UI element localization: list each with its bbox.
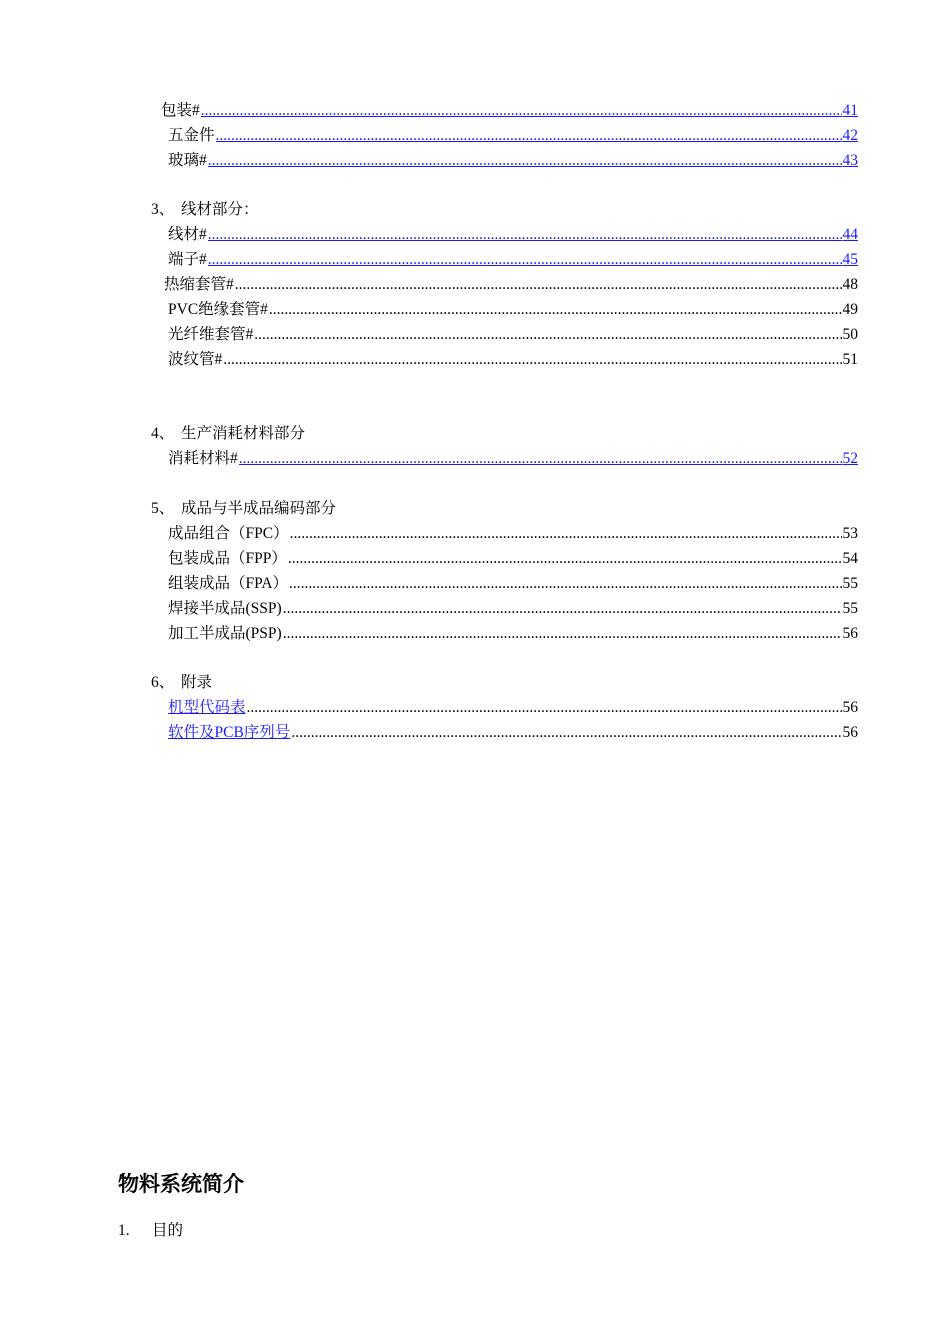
toc-page-number[interactable]: 45 xyxy=(842,251,858,268)
section-title: 线材部分： xyxy=(181,201,259,218)
toc-entry-psp[interactable] xyxy=(168,623,858,645)
heading-text: 目的 xyxy=(152,1222,184,1239)
section-heading-5 xyxy=(151,498,336,520)
toc-page-number: 55 xyxy=(842,575,858,592)
section-number: 6、 xyxy=(151,674,175,691)
toc-entry-ssp[interactable] xyxy=(168,598,858,620)
toc-leader-dots xyxy=(247,697,842,719)
toc-entry-heat-shrink[interactable] xyxy=(164,274,858,296)
heading-number: 1. xyxy=(118,1222,130,1239)
toc-leader-dots xyxy=(208,249,842,271)
toc-entry-link[interactable]: 软件及PCB序列号 xyxy=(168,724,291,741)
toc-entry-fpp[interactable] xyxy=(168,548,858,570)
toc-leader-dots xyxy=(208,224,842,246)
toc-page-number: 55 xyxy=(842,600,858,617)
toc-entry-label: 焊接半成品(SSP) xyxy=(168,600,282,617)
toc-leader-dots xyxy=(239,448,842,470)
section-heading-6 xyxy=(151,672,212,694)
toc-page-number[interactable]: 52 xyxy=(842,450,858,467)
toc-entry-wire[interactable] xyxy=(168,224,858,246)
toc-entry-fpc[interactable] xyxy=(168,523,858,545)
toc-leader-dots xyxy=(288,548,842,570)
toc-page-number[interactable]: 43 xyxy=(842,152,858,169)
toc-page-number: 51 xyxy=(842,351,858,368)
numbered-heading-1 xyxy=(118,1220,183,1242)
toc-page-number[interactable]: 41 xyxy=(842,102,858,119)
toc-leader-dots xyxy=(269,299,842,321)
section-heading-3 xyxy=(151,199,259,221)
toc-entry-fiber-sleeve[interactable] xyxy=(168,324,858,346)
toc-page-number: 50 xyxy=(842,326,858,343)
document-title: 物料系统简介 xyxy=(118,1172,244,1196)
toc-entry-label: 光纤维套管# xyxy=(168,326,254,343)
toc-entry-label: 加工半成品(PSP) xyxy=(168,625,282,642)
toc-leader-dots xyxy=(235,274,842,296)
toc-page-number[interactable]: 42 xyxy=(842,127,858,144)
toc-entry-label: 波纹管# xyxy=(168,351,223,368)
toc-page-number: 56 xyxy=(842,625,858,642)
toc-entry-label: 成品组合（FPC） xyxy=(168,525,289,542)
toc-page-number: 48 xyxy=(842,276,858,293)
section-number: 5、 xyxy=(151,500,175,517)
toc-page-number: 56 xyxy=(842,699,858,716)
toc-leader-dots xyxy=(254,324,841,346)
toc-entry-terminal[interactable] xyxy=(168,249,858,271)
toc-entry-label: 组装成品（FPA） xyxy=(168,575,289,592)
toc-entry-hardware[interactable] xyxy=(168,125,858,147)
toc-page-number: 49 xyxy=(842,301,858,318)
toc-leader-dots xyxy=(283,623,842,645)
toc-leader-dots xyxy=(290,523,842,545)
toc-leader-dots xyxy=(289,573,841,595)
toc-entry-label: 五金件 xyxy=(168,127,215,144)
toc-entry-label: 包装成品（FPP） xyxy=(168,550,287,567)
section-title: 附录 xyxy=(181,674,213,691)
toc-entry-model-codes[interactable] xyxy=(168,697,858,719)
toc-entry-consumables[interactable] xyxy=(168,448,858,470)
toc-page-number: 56 xyxy=(842,724,858,741)
toc-entry-label: PVC绝缘套管# xyxy=(168,301,268,318)
toc-leader-dots xyxy=(223,349,841,371)
toc-entry-label: 热缩套管# xyxy=(164,276,234,293)
section-number: 4、 xyxy=(151,425,175,442)
toc-entry-label: 消耗材料# xyxy=(168,450,238,467)
toc-entry-corrugated-tube[interactable] xyxy=(168,349,858,371)
section-title: 生产消耗材料部分 xyxy=(181,425,306,442)
toc-page-number: 54 xyxy=(842,550,858,567)
toc-page-number[interactable]: 44 xyxy=(842,226,858,243)
toc-entry-software-pcb-serial[interactable] xyxy=(168,722,858,744)
toc-entry-packaging[interactable] xyxy=(161,100,858,122)
section-heading-4 xyxy=(151,423,305,445)
toc-entry-pvc-sleeve[interactable] xyxy=(168,299,858,321)
toc-entry-fpa[interactable] xyxy=(168,573,858,595)
toc-entry-link[interactable]: 机型代码表 xyxy=(168,699,246,716)
toc-page-number: 53 xyxy=(842,525,858,542)
toc-entry-glass[interactable] xyxy=(168,150,858,172)
toc-leader-dots xyxy=(201,100,842,122)
toc-leader-dots xyxy=(283,598,842,620)
toc-entry-label: 端子# xyxy=(168,251,207,268)
toc-leader-dots xyxy=(216,125,842,147)
toc-entry-label: 包装# xyxy=(161,102,200,119)
toc-leader-dots xyxy=(208,150,842,172)
section-number: 3、 xyxy=(151,201,175,218)
section-title: 成品与半成品编码部分 xyxy=(181,500,337,517)
toc-entry-label: 玻璃# xyxy=(168,152,207,169)
toc-entry-label: 线材# xyxy=(168,226,207,243)
toc-leader-dots xyxy=(291,722,841,744)
